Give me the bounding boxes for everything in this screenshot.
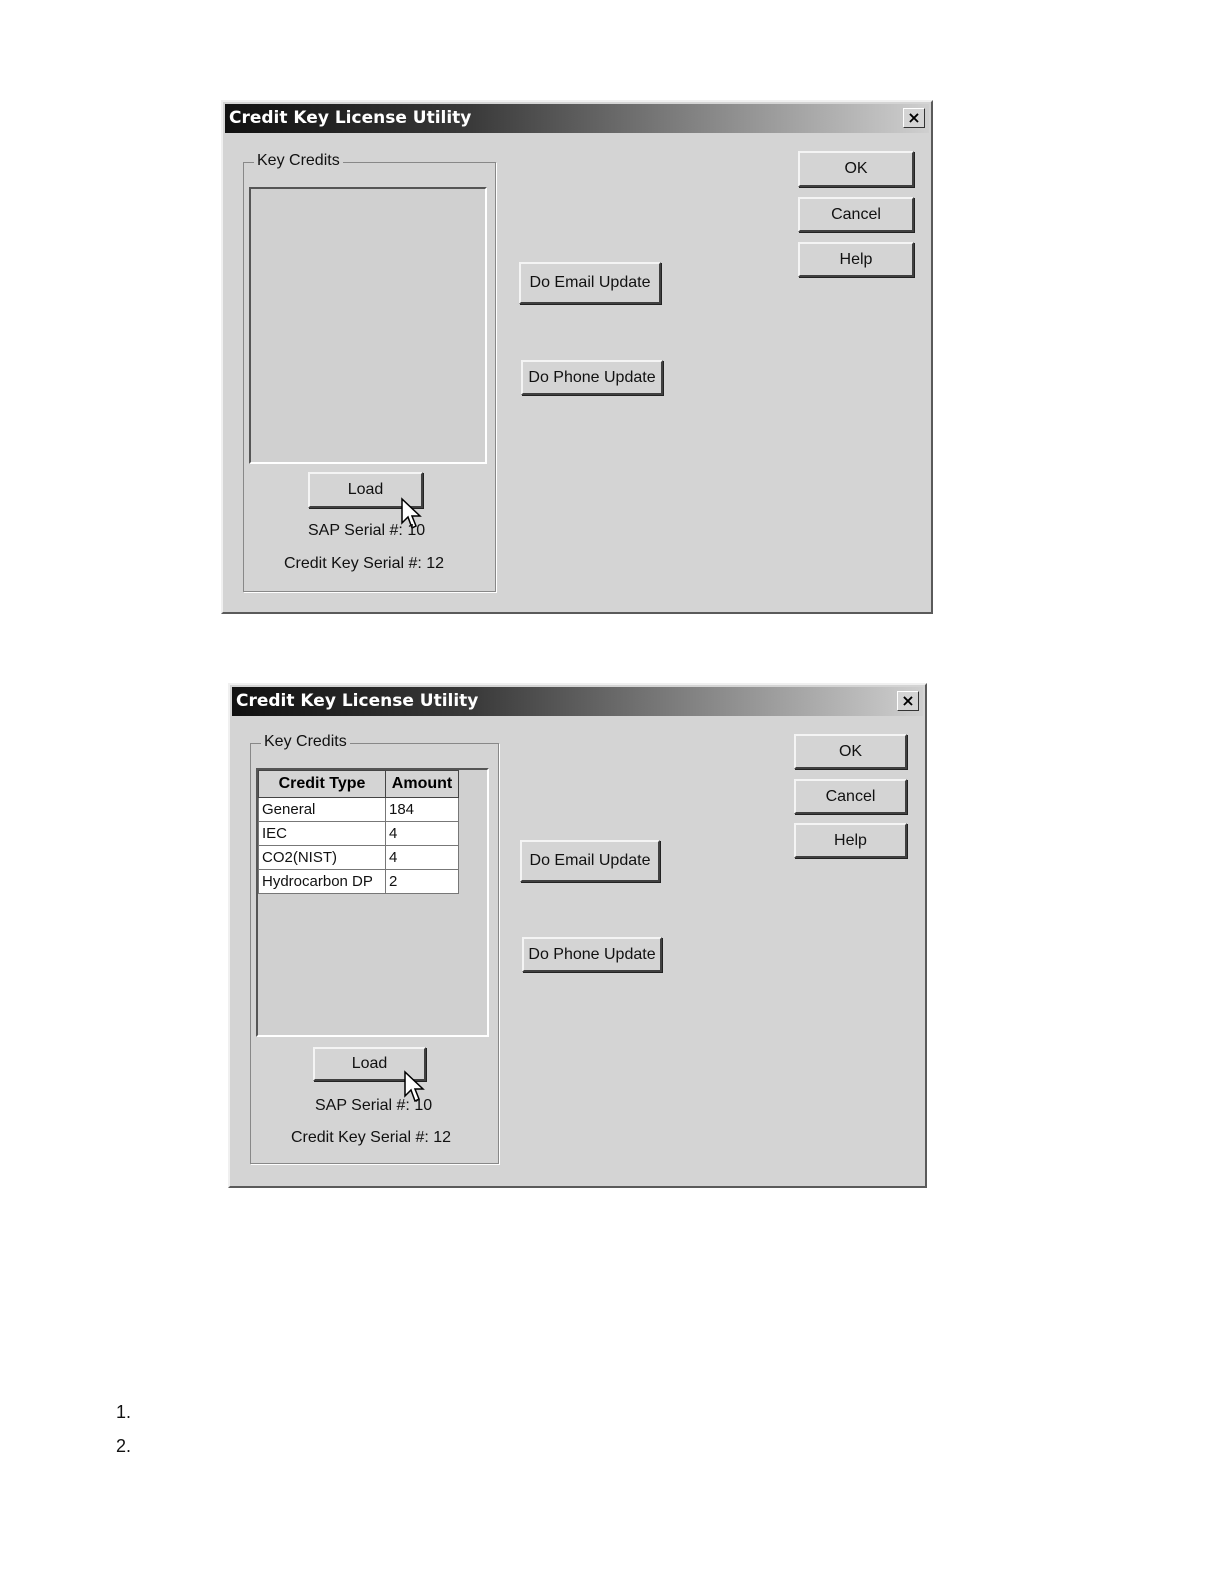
sap-serial-text: SAP Serial #: 10 [308, 522, 426, 539]
credits-table [258, 770, 459, 894]
sap-serial-text: SAP Serial #: 10 [315, 1097, 433, 1114]
help-button[interactable]: Help [798, 242, 914, 277]
table-row[interactable] [259, 846, 459, 870]
ok-button[interactable]: OK [798, 151, 914, 187]
amount-cell: 4 [386, 822, 459, 846]
dialog-title: Credit Key License Utility [236, 691, 479, 711]
load-button[interactable]: Load [313, 1047, 426, 1081]
table-header-row [259, 771, 459, 798]
phone-update-button[interactable]: Do Phone Update [521, 360, 663, 395]
credit-type-cell: CO2(NIST) [259, 846, 386, 870]
list-marker-2: 2. [116, 1436, 132, 1456]
key-credits-list[interactable] [256, 768, 489, 1037]
credit-key-serial-text: Credit Key Serial #: 12 [291, 1129, 452, 1146]
key-credits-label: Key Credits [254, 152, 343, 170]
key-credits-group [250, 733, 499, 1164]
column-header-credit-type[interactable]: Credit Type [259, 771, 386, 798]
list-marker-1: 1. [116, 1402, 132, 1422]
credit-type-cell: General [259, 798, 386, 822]
phone-update-button[interactable]: Do Phone Update [522, 937, 662, 972]
credit-key-dialog-loaded [228, 683, 927, 1188]
dialog-title-bar[interactable] [225, 104, 929, 133]
amount-cell: 184 [386, 798, 459, 822]
credit-type-cell: IEC [259, 822, 386, 846]
table-row[interactable] [259, 822, 459, 846]
cancel-button[interactable]: Cancel [794, 779, 907, 814]
amount-cell: 4 [386, 846, 459, 870]
key-credits-label: Key Credits [261, 733, 350, 751]
table-row[interactable] [259, 870, 459, 894]
email-update-button[interactable]: Do Email Update [519, 262, 661, 304]
dialog-title-bar[interactable] [232, 687, 923, 716]
email-update-button[interactable]: Do Email Update [520, 840, 660, 882]
key-credits-list[interactable] [249, 187, 487, 464]
cancel-button[interactable]: Cancel [798, 197, 914, 232]
close-icon[interactable]: × [897, 691, 919, 711]
close-icon[interactable]: × [903, 108, 925, 128]
credit-key-dialog-empty [221, 100, 933, 614]
help-button[interactable]: Help [794, 823, 907, 858]
table-row[interactable] [259, 798, 459, 822]
ok-button[interactable]: OK [794, 734, 907, 769]
load-button[interactable]: Load [308, 472, 423, 508]
key-credits-group [243, 152, 496, 592]
dialog-title: Credit Key License Utility [229, 108, 472, 128]
credit-type-cell: Hydrocarbon DP [259, 870, 386, 894]
credit-key-serial-text: Credit Key Serial #: 12 [284, 555, 445, 572]
column-header-amount[interactable]: Amount [386, 771, 459, 798]
amount-cell: 2 [386, 870, 459, 894]
